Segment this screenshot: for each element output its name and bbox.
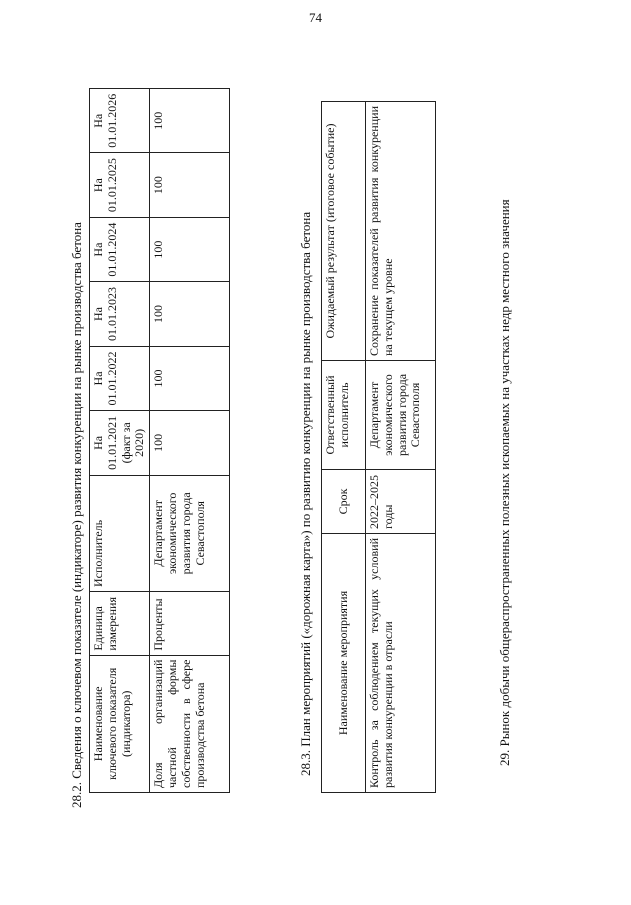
unit-cell: Проценты xyxy=(150,592,230,656)
page-number: 74 xyxy=(309,10,322,25)
header-expected-result: Ожидаемый результат (итоговое событие) xyxy=(322,102,366,361)
header-unit: Единица измерения xyxy=(90,592,150,656)
header-executor: Исполнитель xyxy=(90,475,150,591)
table-row xyxy=(150,89,230,793)
value-2022-cell: 100 xyxy=(150,346,230,410)
value-2024-cell: 100 xyxy=(150,217,230,281)
header-indicator-name: Наименование ключевого показателя (индикатора) xyxy=(90,655,150,792)
section-28-3-title: 28.3. План мероприятий («дорожная карта») по развитию конкуренции на рынке производства бетона xyxy=(298,211,313,776)
header-measure-name: Наименование мероприятия xyxy=(322,534,366,793)
header-responsible: Ответственный исполнитель xyxy=(322,361,366,470)
responsible-cell: Департамент экономического развития города Севастополя xyxy=(366,361,436,470)
executor-cell: Департамент экономического развития города Севастополя xyxy=(150,475,230,591)
value-2023-cell: 100 xyxy=(150,282,230,346)
section-29-title: 29. Рынок добычи общераспространенных полезных ископаемых на участках недр местного значения xyxy=(497,199,512,766)
header-2025: На 01.01.2025 xyxy=(90,153,150,217)
value-2025-cell: 100 xyxy=(150,153,230,217)
header-2021: На 01.01.2021 (факт за 2020) xyxy=(90,411,150,475)
header-2024: На 01.01.2024 xyxy=(90,217,150,281)
indicator-name-cell: Доля организаций частной формы собственности в сфере производства бетона xyxy=(150,655,230,792)
value-2021-cell: 100 xyxy=(150,411,230,475)
table-row xyxy=(366,102,436,793)
term-cell: 2022–2025 годы xyxy=(366,470,436,534)
header-2023: На 01.01.2023 xyxy=(90,282,150,346)
value-2026-cell: 100 xyxy=(150,89,230,153)
indicator-table xyxy=(89,88,230,793)
roadmap-table xyxy=(321,101,436,793)
indicator-table-header-row xyxy=(90,89,150,793)
header-2026: На 01.01.2026 xyxy=(90,89,150,153)
section-28-2-title: 28.2. Сведения о ключевом показателе (индикаторе) развития конкуренции на рынке производства бетона xyxy=(69,222,84,808)
rotated-page-content xyxy=(65,88,565,868)
roadmap-table-header-row xyxy=(322,102,366,793)
header-2022: На 01.01.2022 xyxy=(90,346,150,410)
measure-name-cell: Контроль за соблюдением текущих условий развития конкуренции в отрасли xyxy=(366,534,436,793)
expected-result-cell: Сохранение показателей развития конкуренции на текущем уровне xyxy=(366,102,436,361)
header-term: Срок xyxy=(322,470,366,534)
